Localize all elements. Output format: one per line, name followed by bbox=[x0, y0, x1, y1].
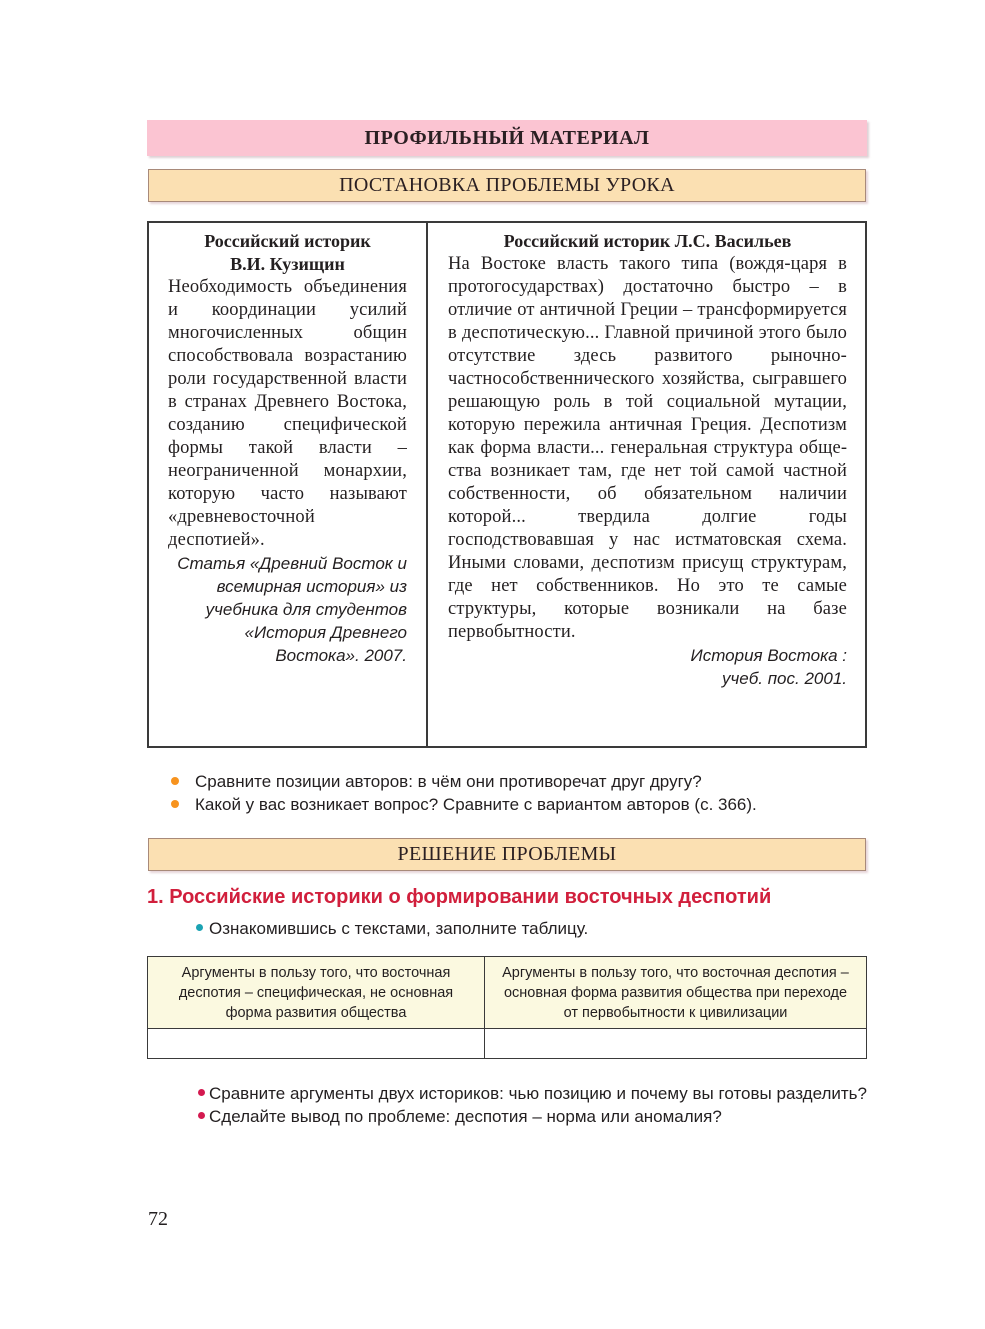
instruction bbox=[196, 917, 588, 940]
quote-source: учеб. пос. 2001. bbox=[721, 669, 847, 688]
quote-kuzishchin bbox=[149, 223, 428, 746]
quote-text: Необходимость объединения и координации усилий многочисленных общин способствовала возрастанию роли государственной власти в странах Древнего Востока, созданию специфической формы такой власти – неограниченной монархии, которую часто называют «древневосточной деспотией». bbox=[168, 277, 407, 550]
problem-solution-banner bbox=[148, 838, 866, 871]
task-text: Какой у вас возникает вопрос? Сравните с вариантом авторов (с. 366). bbox=[195, 795, 757, 814]
table-header-row bbox=[148, 957, 867, 1029]
final-task-text: Сравните аргументы двух историков: чью позицию и почему вы готовы разделить? bbox=[209, 1084, 867, 1103]
quote-source: История Востока : bbox=[690, 646, 847, 665]
profile-material-banner bbox=[147, 120, 867, 156]
profile-material-title: ПРОФИЛЬНЫЙ МАТЕРИАЛ bbox=[364, 126, 650, 149]
arguments-table bbox=[147, 956, 867, 1059]
final-tasks bbox=[195, 1082, 867, 1128]
table-cell-input[interactable] bbox=[148, 1029, 485, 1059]
teal-bullet-icon bbox=[196, 924, 203, 931]
task-list bbox=[168, 770, 868, 816]
final-task-text: Сделайте вывод по проблеме: деспотия – норма или аномалия? bbox=[209, 1107, 722, 1126]
magenta-bullet-icon bbox=[198, 1112, 205, 1119]
column-header-specific: Аргументы в пользу того, что восточная деспотия – специфическая, не основная форма развития общества bbox=[148, 957, 485, 1029]
table-cell-input[interactable] bbox=[485, 1029, 867, 1059]
task-item bbox=[168, 770, 868, 793]
quote-vasiliev bbox=[428, 223, 865, 746]
quote-author: Российский историк bbox=[204, 231, 371, 251]
column-header-main-form: Аргументы в пользу того, что восточная деспотия – основная форма развития общества при переходе от первобытности к цивилизации bbox=[485, 957, 867, 1029]
quote-source: Статья «Древний Восток и всемирная история» из учебника для студентов «История Древнего Востока». 2007. bbox=[177, 554, 407, 665]
orange-bullet-icon bbox=[171, 777, 179, 785]
problem-statement-banner bbox=[148, 169, 866, 202]
instruction-text: Ознакомившись с текстами, заполните таблицу. bbox=[209, 919, 589, 938]
quote-author: Российский историк Л.С. Васильев bbox=[503, 231, 792, 251]
table-row bbox=[148, 1029, 867, 1059]
quote-author-name: В.И. Кузищин bbox=[230, 254, 345, 274]
historian-quotes-table bbox=[147, 221, 867, 748]
magenta-bullet-icon bbox=[198, 1089, 205, 1096]
problem-solution-title: РЕШЕНИЕ ПРОБЛЕМЫ bbox=[397, 843, 617, 865]
section-heading: 1. Российские историки о формировании восточных деспотий bbox=[147, 886, 772, 908]
task-item bbox=[168, 793, 868, 816]
task-text: Сравните позиции авторов: в чём они противоречат друг другу? bbox=[195, 772, 702, 791]
page-number: 72 bbox=[148, 1208, 168, 1230]
problem-statement-title: ПОСТАНОВКА ПРОБЛЕМЫ УРОКА bbox=[339, 174, 675, 196]
orange-bullet-icon bbox=[171, 800, 179, 808]
quote-text: На Востоке власть такого типа (вождя-царя в протогосударствах) достаточно быстро – в отличие от античной Греции – трансформируется в деспотическую... Главной причиной этого было отсутствие здесь развитого рыночно-частнособственнического хозяйства, сыгравшего решающую роль в той социальной мутации, которую пережила античная Греция. Деспотизм как форма власти... генеральная структура общества возникает там, где нет той самой частной собственности, об обязательном наличии которой... твердила долгие годы господствовавшая у нас истматовская схема. Иными словами, деспотизм присущ структурам, где нет собственников. Но это те самые структуры, которые возникали на базе первобытности. bbox=[448, 254, 847, 642]
